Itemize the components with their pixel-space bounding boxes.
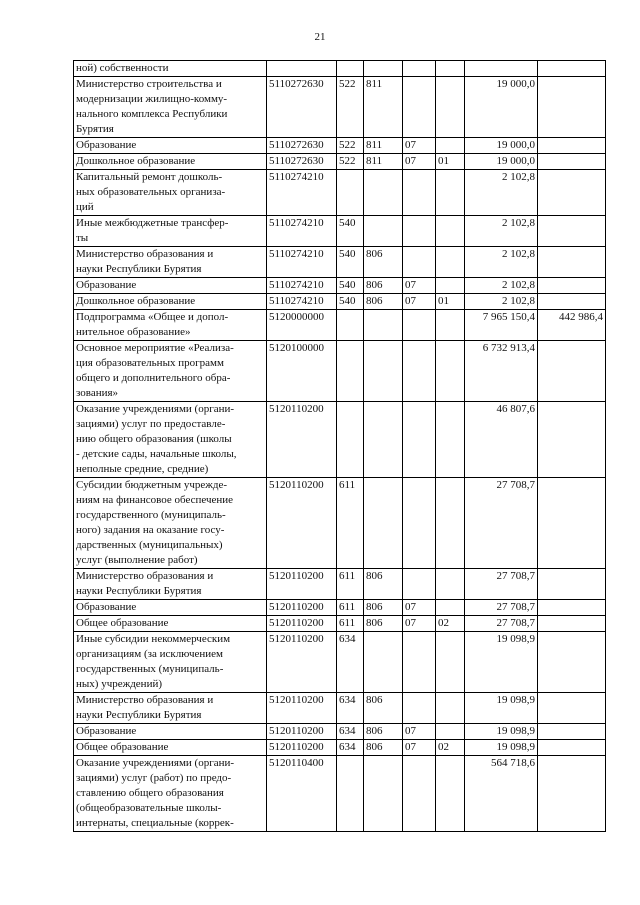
cell-amount: 6 732 913,4 bbox=[465, 341, 538, 402]
cell-expense-type: 634 bbox=[337, 724, 364, 740]
cell-target-article: 5110272630 bbox=[267, 138, 337, 154]
cell-name: Субсидии бюджетным учрежде- ниям на финансовое обеспечение государственного (муниципаль- ного) задания на оказание госу- дарственных (муниципальных) услуг (выполнение работ) bbox=[74, 478, 267, 569]
cell-target-article: 5120110200 bbox=[267, 740, 337, 756]
table-row bbox=[74, 341, 606, 402]
table-row bbox=[74, 138, 606, 154]
cell-target-article: 5110272630 bbox=[267, 154, 337, 170]
cell-amount: 27 708,7 bbox=[465, 616, 538, 632]
cell-section bbox=[403, 310, 436, 341]
cell-administrator: 806 bbox=[364, 616, 403, 632]
cell-amount bbox=[465, 61, 538, 77]
cell-subsection bbox=[436, 247, 465, 278]
cell-administrator: 806 bbox=[364, 724, 403, 740]
cell-expense-type: 611 bbox=[337, 478, 364, 569]
cell-subsection bbox=[436, 756, 465, 832]
cell-administrator bbox=[364, 310, 403, 341]
cell-amount: 2 102,8 bbox=[465, 294, 538, 310]
cell-amount-extra bbox=[538, 247, 606, 278]
cell-amount: 2 102,8 bbox=[465, 247, 538, 278]
cell-expense-type bbox=[337, 61, 364, 77]
cell-target-article: 5120100000 bbox=[267, 341, 337, 402]
cell-target-article: 5110274210 bbox=[267, 247, 337, 278]
cell-name: Оказание учреждениями (органи- зациями) услуг по предоставле- нию общего образования (школы - детские сады, начальные школы, неполные средние, средние) bbox=[74, 402, 267, 478]
cell-expense-type: 540 bbox=[337, 247, 364, 278]
cell-administrator: 806 bbox=[364, 278, 403, 294]
cell-amount-extra bbox=[538, 569, 606, 600]
cell-administrator: 806 bbox=[364, 740, 403, 756]
cell-name: Министерство образования и науки Республики Бурятия bbox=[74, 693, 267, 724]
cell-amount: 19 098,9 bbox=[465, 632, 538, 693]
cell-amount: 27 708,7 bbox=[465, 600, 538, 616]
cell-amount: 19 000,0 bbox=[465, 154, 538, 170]
cell-name: Дошкольное образование bbox=[74, 154, 267, 170]
cell-subsection: 02 bbox=[436, 616, 465, 632]
cell-name: Иные субсидии некоммерческим организациям (за исключением государственных (муниципаль- ных) учреждений) bbox=[74, 632, 267, 693]
cell-amount: 27 708,7 bbox=[465, 478, 538, 569]
cell-amount-extra bbox=[538, 216, 606, 247]
cell-amount-extra bbox=[538, 600, 606, 616]
cell-target-article: 5120110200 bbox=[267, 600, 337, 616]
cell-name: Министерство образования и науки Республики Бурятия bbox=[74, 569, 267, 600]
cell-subsection bbox=[436, 341, 465, 402]
cell-amount-extra: 442 986,4 bbox=[538, 310, 606, 341]
cell-name: Оказание учреждениями (органи- зациями) услуг (работ) по предо- ставлению общего образования (общеобразовательные школы- интернаты, специальные (коррек- bbox=[74, 756, 267, 832]
cell-section bbox=[403, 247, 436, 278]
table-row bbox=[74, 569, 606, 600]
cell-target-article: 5110272630 bbox=[267, 77, 337, 138]
cell-expense-type bbox=[337, 170, 364, 216]
cell-expense-type bbox=[337, 341, 364, 402]
cell-amount-extra bbox=[538, 693, 606, 724]
cell-section bbox=[403, 402, 436, 478]
cell-section bbox=[403, 569, 436, 600]
cell-subsection bbox=[436, 61, 465, 77]
cell-administrator: 811 bbox=[364, 154, 403, 170]
cell-name: Капитальный ремонт дошколь- ных образовательных организа- ций bbox=[74, 170, 267, 216]
table-row bbox=[74, 724, 606, 740]
cell-amount: 7 965 150,4 bbox=[465, 310, 538, 341]
cell-expense-type bbox=[337, 402, 364, 478]
cell-target-article bbox=[267, 61, 337, 77]
table-row bbox=[74, 247, 606, 278]
cell-subsection bbox=[436, 216, 465, 247]
cell-administrator: 806 bbox=[364, 294, 403, 310]
cell-subsection bbox=[436, 170, 465, 216]
cell-administrator: 806 bbox=[364, 600, 403, 616]
cell-name: Образование bbox=[74, 278, 267, 294]
cell-amount-extra bbox=[538, 740, 606, 756]
cell-subsection bbox=[436, 478, 465, 569]
cell-name: Общее образование bbox=[74, 740, 267, 756]
cell-section bbox=[403, 216, 436, 247]
cell-target-article: 5120110200 bbox=[267, 632, 337, 693]
cell-section bbox=[403, 341, 436, 402]
cell-administrator: 806 bbox=[364, 569, 403, 600]
table-row bbox=[74, 616, 606, 632]
table-row bbox=[74, 402, 606, 478]
cell-target-article: 5110274210 bbox=[267, 294, 337, 310]
cell-name: ной) собственности bbox=[74, 61, 267, 77]
cell-target-article: 5110274210 bbox=[267, 216, 337, 247]
cell-section bbox=[403, 756, 436, 832]
cell-amount: 19 098,9 bbox=[465, 693, 538, 724]
cell-target-article: 5120110200 bbox=[267, 693, 337, 724]
cell-amount-extra bbox=[538, 724, 606, 740]
cell-expense-type: 634 bbox=[337, 693, 364, 724]
table-row bbox=[74, 294, 606, 310]
table-row bbox=[74, 278, 606, 294]
cell-amount: 19 098,9 bbox=[465, 740, 538, 756]
cell-subsection bbox=[436, 402, 465, 478]
cell-administrator bbox=[364, 341, 403, 402]
cell-amount-extra bbox=[538, 616, 606, 632]
cell-administrator bbox=[364, 216, 403, 247]
cell-subsection bbox=[436, 569, 465, 600]
cell-expense-type: 540 bbox=[337, 294, 364, 310]
cell-name: Министерство строительства и модернизации жилищно-комму- нального комплекса Республики Бурятия bbox=[74, 77, 267, 138]
cell-expense-type: 522 bbox=[337, 154, 364, 170]
cell-administrator: 811 bbox=[364, 77, 403, 138]
cell-name: Иные межбюджетные трансфер- ты bbox=[74, 216, 267, 247]
cell-amount: 2 102,8 bbox=[465, 170, 538, 216]
cell-expense-type bbox=[337, 756, 364, 832]
cell-amount-extra bbox=[538, 77, 606, 138]
cell-name: Основное мероприятие «Реализа- ция образовательных программ общего и дополнительного обра- зования» bbox=[74, 341, 267, 402]
cell-section bbox=[403, 170, 436, 216]
cell-amount-extra bbox=[538, 756, 606, 832]
cell-name: Министерство образования и науки Республики Бурятия bbox=[74, 247, 267, 278]
cell-expense-type: 634 bbox=[337, 632, 364, 693]
cell-amount: 19 000,0 bbox=[465, 77, 538, 138]
cell-amount: 19 000,0 bbox=[465, 138, 538, 154]
cell-amount-extra bbox=[538, 138, 606, 154]
cell-subsection bbox=[436, 600, 465, 616]
cell-administrator: 811 bbox=[364, 138, 403, 154]
cell-subsection bbox=[436, 693, 465, 724]
cell-amount-extra bbox=[538, 294, 606, 310]
cell-amount-extra bbox=[538, 170, 606, 216]
cell-expense-type: 522 bbox=[337, 138, 364, 154]
cell-name: Подпрограмма «Общее и допол- нительное образование» bbox=[74, 310, 267, 341]
cell-amount-extra bbox=[538, 402, 606, 478]
cell-subsection bbox=[436, 310, 465, 341]
table-row bbox=[74, 740, 606, 756]
table-row bbox=[74, 154, 606, 170]
cell-amount: 2 102,8 bbox=[465, 216, 538, 247]
cell-section bbox=[403, 632, 436, 693]
cell-target-article: 5120000000 bbox=[267, 310, 337, 341]
cell-expense-type: 611 bbox=[337, 569, 364, 600]
cell-name: Общее образование bbox=[74, 616, 267, 632]
cell-name: Образование bbox=[74, 138, 267, 154]
table-row bbox=[74, 77, 606, 138]
cell-name: Образование bbox=[74, 600, 267, 616]
cell-target-article: 5120110200 bbox=[267, 616, 337, 632]
cell-section bbox=[403, 693, 436, 724]
cell-expense-type: 611 bbox=[337, 616, 364, 632]
cell-administrator bbox=[364, 170, 403, 216]
cell-section: 07 bbox=[403, 278, 436, 294]
table-row bbox=[74, 310, 606, 341]
table-row bbox=[74, 693, 606, 724]
cell-target-article: 5120110200 bbox=[267, 569, 337, 600]
cell-target-article: 5110274210 bbox=[267, 170, 337, 216]
table-row bbox=[74, 170, 606, 216]
table-row bbox=[74, 478, 606, 569]
cell-administrator: 806 bbox=[364, 247, 403, 278]
cell-name: Дошкольное образование bbox=[74, 294, 267, 310]
cell-subsection: 01 bbox=[436, 294, 465, 310]
cell-section: 07 bbox=[403, 740, 436, 756]
cell-subsection: 01 bbox=[436, 154, 465, 170]
cell-target-article: 5120110200 bbox=[267, 478, 337, 569]
budget-table-body bbox=[74, 61, 606, 832]
cell-subsection bbox=[436, 724, 465, 740]
cell-section bbox=[403, 61, 436, 77]
cell-subsection bbox=[436, 77, 465, 138]
cell-amount: 46 807,6 bbox=[465, 402, 538, 478]
cell-expense-type: 522 bbox=[337, 77, 364, 138]
budget-table bbox=[73, 60, 606, 832]
cell-section: 07 bbox=[403, 600, 436, 616]
cell-name: Образование bbox=[74, 724, 267, 740]
page-number: 21 bbox=[314, 31, 326, 43]
cell-administrator bbox=[364, 632, 403, 693]
cell-amount: 27 708,7 bbox=[465, 569, 538, 600]
cell-administrator bbox=[364, 756, 403, 832]
cell-amount-extra bbox=[538, 478, 606, 569]
cell-amount-extra bbox=[538, 154, 606, 170]
cell-subsection bbox=[436, 138, 465, 154]
cell-amount: 19 098,9 bbox=[465, 724, 538, 740]
cell-amount-extra bbox=[538, 61, 606, 77]
cell-amount-extra bbox=[538, 278, 606, 294]
cell-subsection bbox=[436, 632, 465, 693]
cell-target-article: 5110274210 bbox=[267, 278, 337, 294]
table-row bbox=[74, 756, 606, 832]
cell-section: 07 bbox=[403, 138, 436, 154]
table-row bbox=[74, 632, 606, 693]
cell-section: 07 bbox=[403, 154, 436, 170]
cell-amount-extra bbox=[538, 341, 606, 402]
cell-amount: 2 102,8 bbox=[465, 278, 538, 294]
cell-expense-type: 634 bbox=[337, 740, 364, 756]
table-row bbox=[74, 61, 606, 77]
cell-section: 07 bbox=[403, 616, 436, 632]
cell-subsection bbox=[436, 278, 465, 294]
cell-section bbox=[403, 77, 436, 138]
cell-target-article: 5120110400 bbox=[267, 756, 337, 832]
cell-amount: 564 718,6 bbox=[465, 756, 538, 832]
cell-section bbox=[403, 478, 436, 569]
cell-subsection: 02 bbox=[436, 740, 465, 756]
cell-administrator bbox=[364, 402, 403, 478]
cell-expense-type: 611 bbox=[337, 600, 364, 616]
table-row bbox=[74, 216, 606, 247]
cell-section: 07 bbox=[403, 294, 436, 310]
table-row bbox=[74, 600, 606, 616]
cell-target-article: 5120110200 bbox=[267, 402, 337, 478]
cell-expense-type: 540 bbox=[337, 216, 364, 247]
cell-expense-type bbox=[337, 310, 364, 341]
cell-administrator bbox=[364, 478, 403, 569]
cell-target-article: 5120110200 bbox=[267, 724, 337, 740]
cell-amount-extra bbox=[538, 632, 606, 693]
cell-expense-type: 540 bbox=[337, 278, 364, 294]
cell-administrator: 806 bbox=[364, 693, 403, 724]
cell-administrator bbox=[364, 61, 403, 77]
cell-section: 07 bbox=[403, 724, 436, 740]
